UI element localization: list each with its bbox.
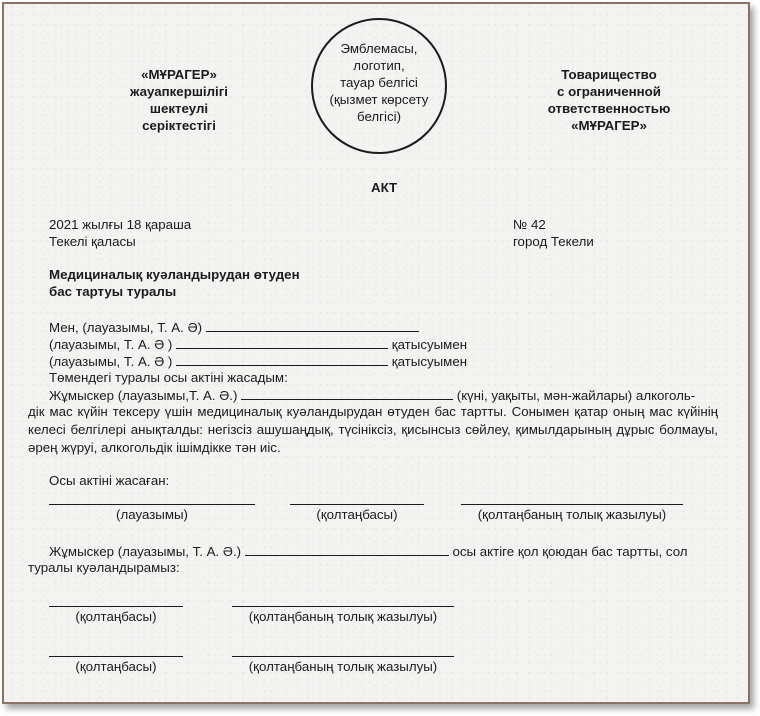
participant-1-field[interactable] — [176, 335, 388, 349]
author-field[interactable] — [206, 318, 419, 332]
refusal-suffix: осы актіге қол қоюдан бас тартты, сол — [452, 544, 688, 559]
emblem-line: тауар белгісі — [340, 74, 418, 90]
position-caption: (лауазымы) — [116, 507, 188, 522]
org-kz-line: серіктестігі — [142, 118, 216, 133]
subject-line: бас тартуы туралы — [49, 284, 177, 299]
body-paragraph: дік мас күйін тексеру үшін медициналық куәландырудан өтуден бас тартты. Сонымен қатар оның мас күйінің келесі белгілері анықталды: негізсіз ашушаңдық, түсініксіз, қисынсыз сөйлеу, қимылдарының дұрыс болмауы, әрең жүруі, алкогольдік ішімдікке тән иіс. — [28, 404, 718, 455]
refusal-line-2: туралы куәландырамыз: — [28, 560, 180, 575]
body-line-4: Төмендегі туралы осы актіні жасадым: — [49, 370, 288, 385]
signature-line[interactable] — [290, 504, 424, 505]
document-title: АКТ — [371, 180, 398, 195]
emblem-line: (қызмет көрсету — [329, 91, 429, 107]
city-kz: Текелі қаласы — [49, 234, 136, 249]
employee-suffix: (күні, уақыты, мән-жайлары) алкоголь- — [456, 388, 696, 403]
org-kz-line: жауапкершілігі — [130, 84, 228, 99]
org-ru-line: ответственностью — [547, 101, 671, 116]
document-date: 2021 жылғы 18 қараша — [49, 217, 192, 232]
witness-1-signature-caption: (қолтаңбасы) — [75, 609, 157, 624]
org-kz-line: шектеулі — [149, 101, 209, 116]
witness-2-fullname-caption: (қолтаңбаның толық жазылуы) — [248, 659, 438, 674]
employee-field[interactable] — [241, 386, 453, 400]
emblem-line: белгісі) — [356, 108, 401, 124]
document-page — [2, 2, 750, 704]
participant-2-field[interactable] — [176, 352, 388, 366]
refusal-employee-label: Жұмыскер (лауазымы, Т. А. Ә.) — [49, 544, 242, 559]
signature-caption: (қолтаңбасы) — [316, 507, 398, 522]
participant-1-label: (лауазымы, Т. А. Ә ) — [49, 337, 173, 352]
witness-1-fullname-line[interactable] — [232, 606, 454, 607]
witness-2-signature-caption: (қолтаңбасы) — [75, 659, 157, 674]
fullname-line[interactable] — [461, 504, 683, 505]
org-ru-line: Товарищество — [561, 67, 657, 82]
witness-1-signature-line[interactable] — [49, 606, 183, 607]
emblem-line: логотип, — [353, 57, 405, 73]
position-line[interactable] — [49, 504, 255, 505]
emblem-placeholder — [311, 18, 447, 154]
compiled-by-label: Осы актіні жасаған: — [49, 473, 170, 488]
author-label: Мен, (лауазымы, Т. А. Ә) — [49, 320, 202, 335]
subject-line: Медициналық куәландырудан өтуден — [49, 267, 300, 282]
participant-2-suffix: қатысуымен — [391, 354, 468, 369]
witness-1-fullname-caption: (қолтаңбаның толық жазылуы) — [248, 609, 438, 624]
witness-2-fullname-line[interactable] — [232, 656, 454, 657]
org-name-ru — [534, 66, 684, 134]
fullname-caption: (қолтаңбаның толық жазылуы) — [477, 507, 667, 522]
document-number: № 42 — [513, 217, 546, 232]
city-ru: город Текели — [513, 234, 594, 249]
org-kz-line: «МҰРАГЕР» — [141, 67, 217, 82]
participant-1-suffix: қатысуымен — [391, 337, 468, 352]
emblem-line: Эмблемасы, — [340, 40, 418, 56]
org-ru-line: «МҰРАГЕР» — [571, 118, 647, 133]
org-ru-line: с ограниченной — [557, 84, 661, 99]
participant-2-label: (лауазымы, Т. А. Ә ) — [49, 354, 173, 369]
witness-2-signature-line[interactable] — [49, 656, 183, 657]
refusal-employee-field[interactable] — [245, 542, 449, 556]
org-name-kz — [104, 66, 254, 134]
employee-label: Жұмыскер (лауазымы,Т. А. Ә.) — [49, 388, 238, 403]
